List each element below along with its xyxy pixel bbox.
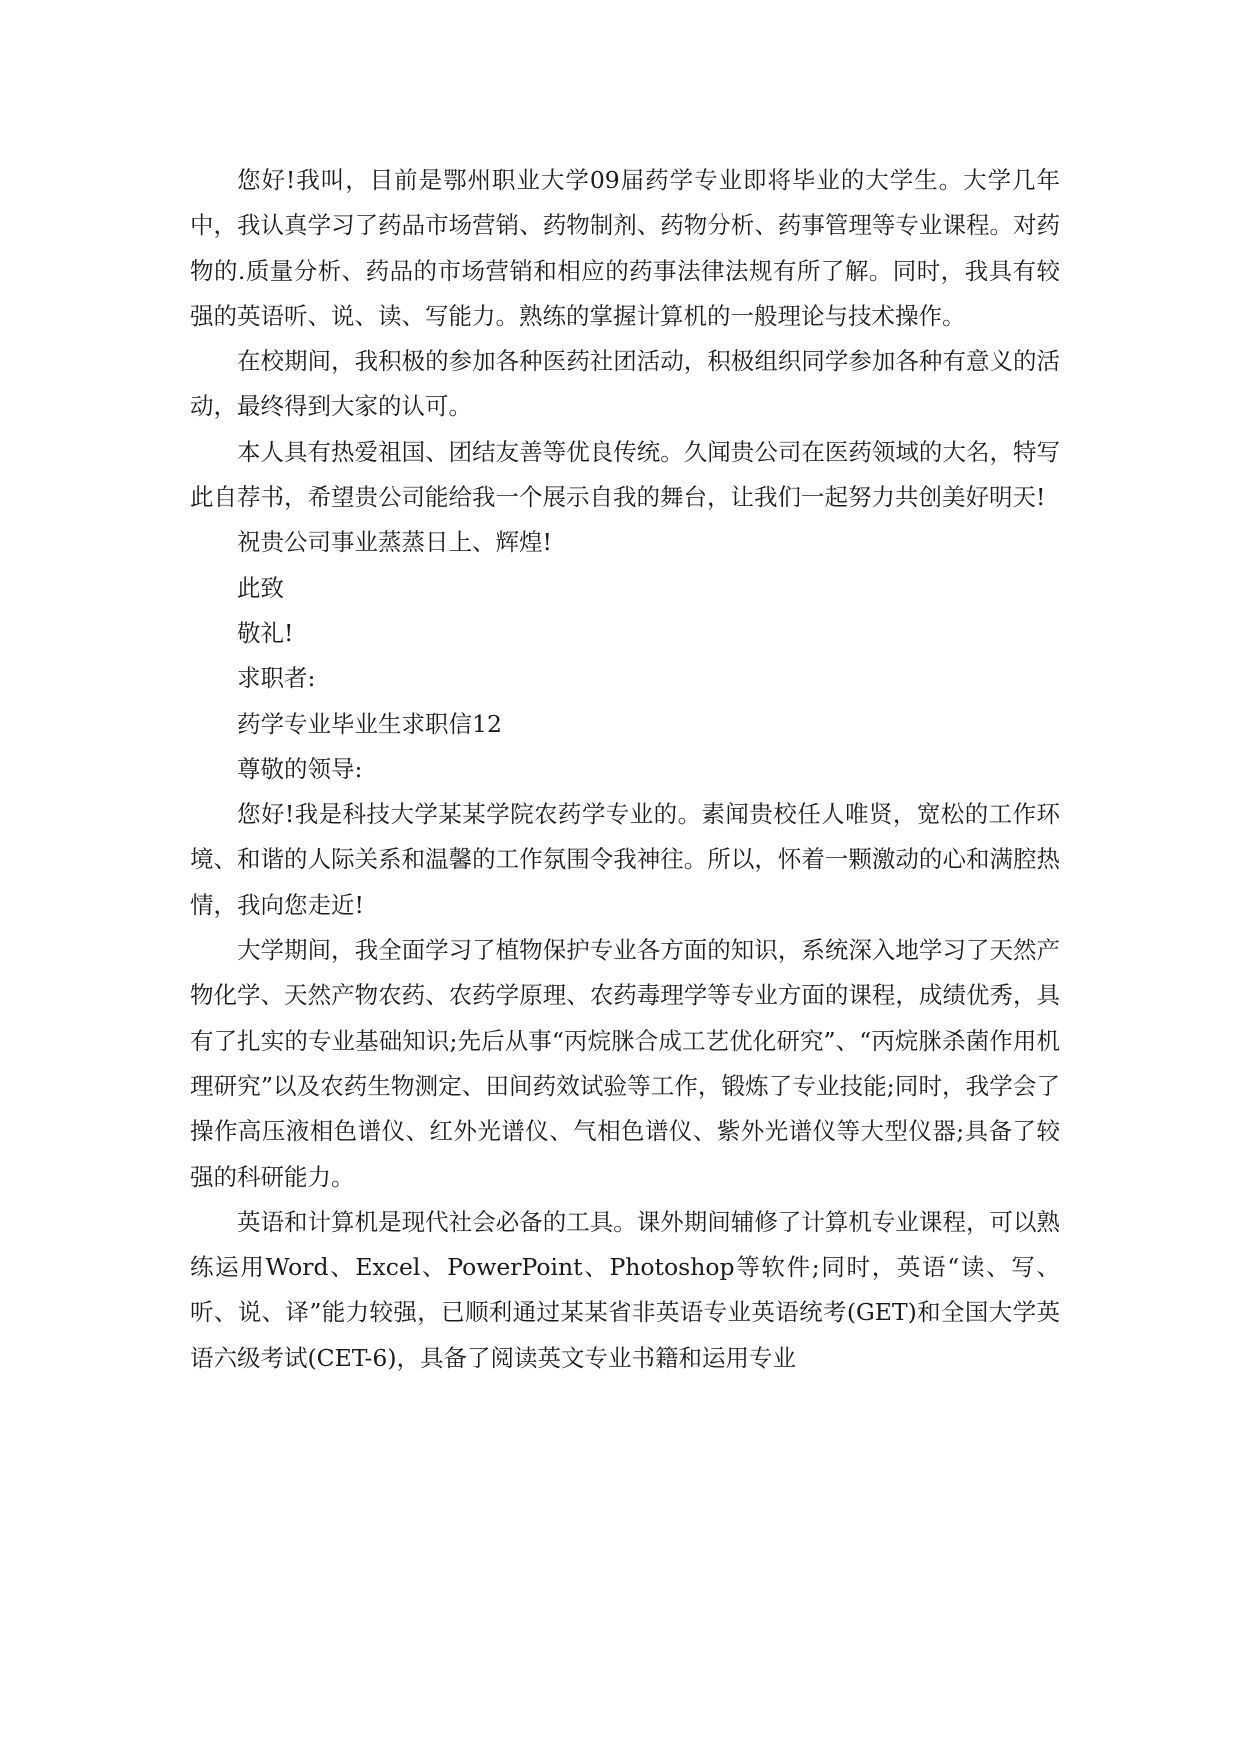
paragraph-greeting: 尊敬的领导: [237, 754, 363, 783]
paragraph-closing-salutation: 此致 [237, 573, 284, 602]
paragraph-wishes: 祝贵公司事业蒸蒸日上、辉煌! [237, 528, 552, 557]
paragraph-regards: 敬礼! [237, 618, 294, 647]
document-body [190, 158, 1060, 1381]
paragraph-intro-2: 您好!我是科技大学某某学院农药学专业的。素闻贵校任人唯贤，宽松的工作环境、和谐的人际关系和温馨的工作氛围令我神往。所以，怀着一颗激动的心和满腔热情，我向您走近! [190, 800, 1060, 919]
paragraph-campus-activities: 在校期间，我积极的参加各种医药社团活动，积极组织同学参加各种有意义的活动，最终得到大家的认可。 [190, 347, 1060, 421]
paragraph-studies: 大学期间，我全面学习了植物保护专业各方面的知识，系统深入地学习了天然产物化学、天然产物农药、农药学原理、农药毒理学等专业方面的课程，成绩优秀，具有了扎实的专业基础知识;先后从事“丙烷脒合成工艺优化研究”、“丙烷脒杀菌作用机理研究”以及农药生物测定、田间药效试验等工作，锻炼了专业技能;同时，我学会了操作高压液相色谱仪、红外光谱仪、气相色谱仪、紫外光谱仪等大型仪器;具备了较强的科研能力。 [190, 936, 1060, 1191]
paragraph-intro: 您好!我叫，目前是鄂州职业大学09届药学专业即将毕业的大学生。大学几年中，我认真学习了药品市场营销、药物制剂、药物分析、药事管理等专业课程。对药物的.质量分析、药品的市场营销和相应的药事法律法规有所了解。同时，我具有较强的英语听、说、读、写能力。熟练的掌握计算机的一般理论与技术操作。 [190, 166, 1060, 330]
section-title: 药学专业毕业生求职信12 [237, 709, 502, 738]
paragraph-applicant: 求职者: [237, 664, 316, 693]
paragraph-self-recommendation: 本人具有热爱祖国、团结友善等优良传统。久闻贵公司在医药领域的大名，特写此自荐书，希望贵公司能给我一个展示自我的舞台，让我们一起努力共创美好明天! [190, 437, 1060, 512]
paragraph-skills: 英语和计算机是现代社会必备的工具。课外期间辅修了计算机专业课程，可以熟练运用Word、Excel、PowerPoint、Photoshop等软件;同时，英语“读、写、听、说、译”能力较强，已顺利通过某某省非英语专业英语统考(GET)和全国大学英语六级考试(CET-6)，具备了阅读英文专业书籍和运用专业 [190, 1207, 1060, 1372]
